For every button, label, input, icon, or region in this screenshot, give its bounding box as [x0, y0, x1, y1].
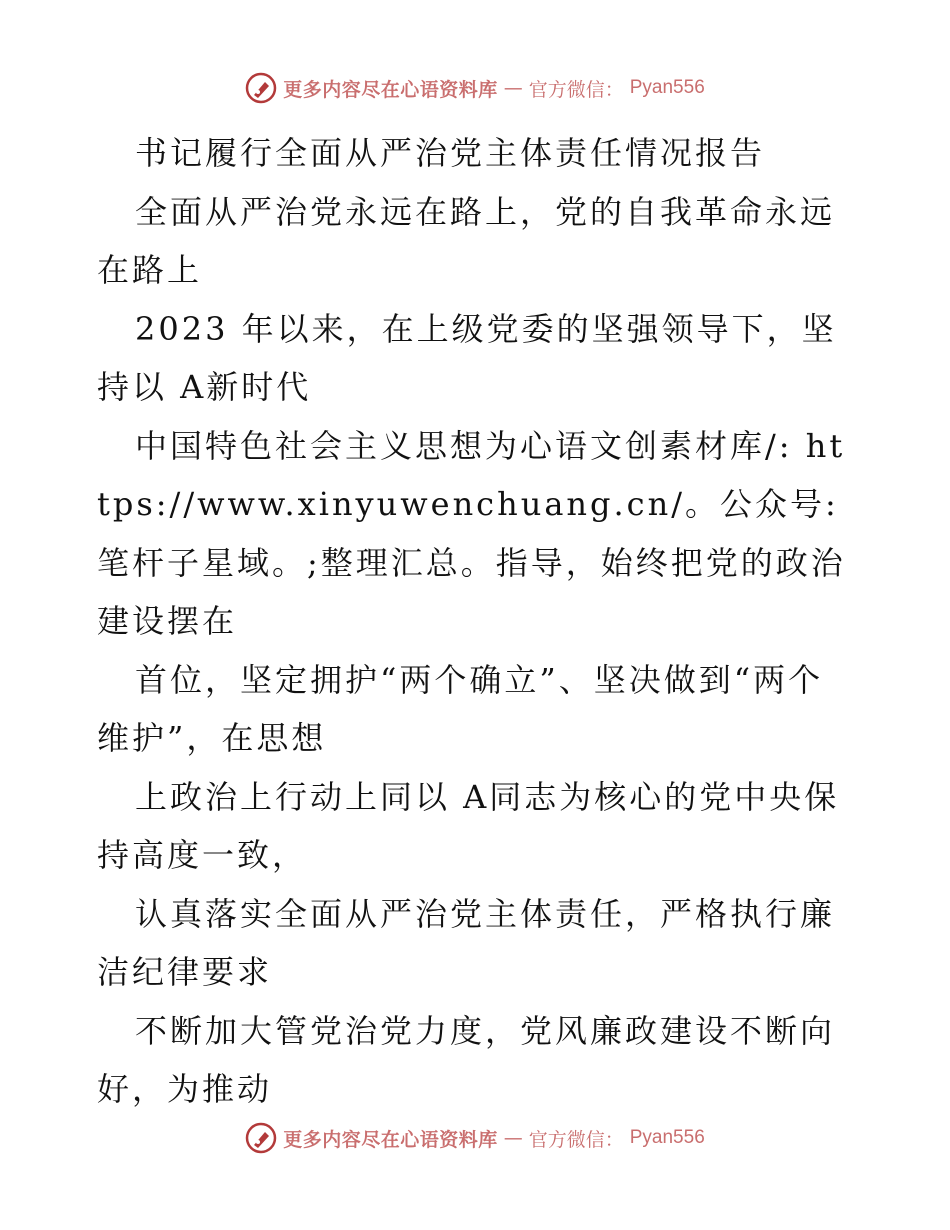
banner-wechat-id: Pyan556 — [629, 1127, 705, 1148]
paragraph: 认真落实全面从严治党主体责任，严格执行廉洁纪律要求 — [97, 894, 836, 991]
paragraph: 不断加大管党治党力度，党风廉政建设不断向好，为推动 — [97, 1011, 836, 1108]
banner-wechat-label: 官方微信： — [528, 1128, 624, 1151]
pen-nib-logo-icon — [245, 72, 277, 104]
banner-wechat-label: 官方微信： — [528, 78, 624, 101]
banner-brand-text: 更多内容尽在心语资料库 — [283, 78, 498, 101]
banner-brand-text: 更多内容尽在心语资料库 — [283, 1128, 498, 1151]
paragraph: 2023 年以来，在上级党委的坚强领导下，坚持以 A新时代 — [97, 309, 837, 406]
banner-wechat-id: Pyan556 — [629, 77, 705, 98]
document-body — [97, 124, 857, 1119]
paragraph: 中国特色社会主义思想为心语文创素材库/: https://www.xinyuwenchuang.cn/。公众号: 笔杆子星域。;整理汇总。指导，始终把党的政治建设摆在 — [97, 426, 846, 640]
document-title: 书记履行全面从严治党主体责任情况报告 — [135, 134, 766, 172]
paragraph: 全面从严治党永远在路上，党的自我革命永远在路上 — [97, 192, 836, 289]
banner-separator: — — [503, 1127, 523, 1149]
header-banner — [0, 72, 950, 104]
paragraph: 首位，坚定拥护“两个确立”、坚决做到“两个维护”，在思想 — [97, 660, 824, 757]
paragraph: 上政治上行动上同以 A同志为核心的党中央保持高度一致， — [97, 777, 840, 874]
banner-separator: — — [503, 77, 523, 99]
pen-nib-logo-icon — [245, 1122, 277, 1154]
footer-banner — [0, 1122, 950, 1154]
